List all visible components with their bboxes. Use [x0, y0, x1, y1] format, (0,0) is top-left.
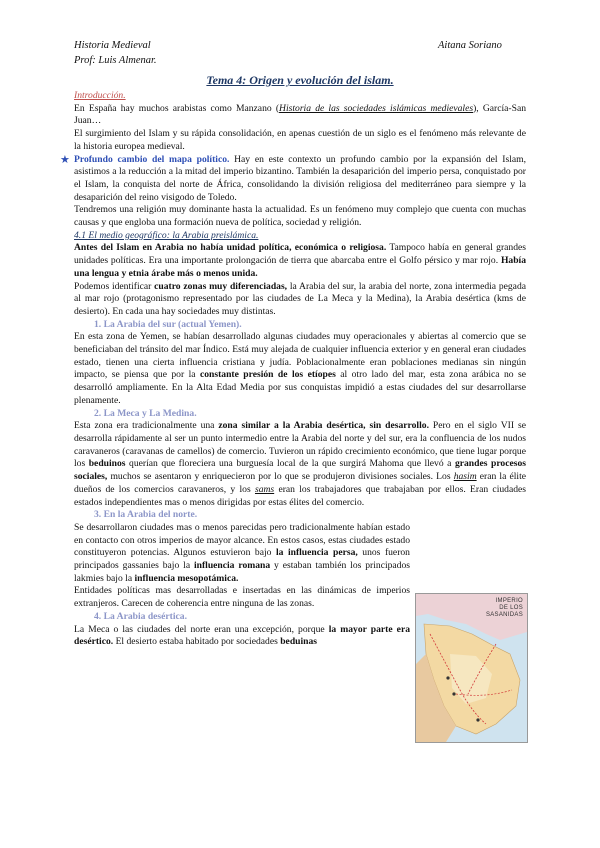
document-title: Tema 4: Origen y evolución del islam. [206, 73, 394, 87]
map-label-sasanid-empire: IMPERIO DE LOS SASANIDAS [485, 598, 523, 618]
section-4-1-paragraph-2: Podemos identificar cuatro zonas muy diferenciadas, la Arabia del sur, la arabia del norte, zona intermedia pegada al mar rojo (protagonismo representado por las ciudades de La Meca y la Medina), la Arabia desértica (kms de desierto). En cada una hay sociedades muy distintas. [74, 280, 526, 317]
term-hasim: hasim [453, 471, 477, 483]
professor-name: Prof: Luis Almenar. [74, 55, 157, 66]
document-body [60, 90, 527, 649]
subsection-desert-paragraph: La Meca o las ciudades del norte eran una excepción, porque la mayor parte era desértico. El desierto estaba habitado por sociedades beduinas [74, 623, 410, 648]
subsection-north-heading: 3. En la Arabia del norte. [94, 509, 198, 521]
subsection-desert-heading: 4. La Arabia desértica. [94, 610, 187, 622]
intro-paragraph-2: El surgimiento del Islam y su rápida consolidación, en apenas cuestión de un siglo es el fenómeno más relevante de la historia europea medieval. [74, 128, 526, 152]
author-name: Aitana Soriano [438, 40, 502, 51]
term-sams: sams [254, 483, 275, 495]
section-4-1-heading: 4.1 El medio geográfico: la Arabia preislámica. [74, 229, 259, 241]
map-city-marker [476, 718, 479, 721]
subsection-meca-heading: 2. La Meca y La Medina. [94, 407, 197, 419]
map-city-marker [452, 692, 455, 695]
course-name: Historia Medieval [74, 40, 151, 51]
star-bullet-icon: ★ [60, 153, 70, 166]
subsection-south-paragraph: En esta zona de Yemen, se habían desarrollado algunas ciudades muy operacionales y abiertas al comercio que se beneficiaban del tránsito del mar Índico. Está muy alejada de cualquier influencia exterior y en general eran ciudades estado, tienen una cierta influencia cristiana y judía. Poblacionalmente eran poblaciones medianas sin ningún impacto, se piensa que por la constante presión de los etíopes al otro lado del mar, esta zona arábica no se desarrolló ampliamente. En la Alta Edad Media por sus conquistas impidió a estas ciudades del sur desarrollarse plenamente. [74, 331, 526, 406]
map-city-marker [446, 676, 449, 679]
book-title: Historia de las sociedades islámicas medievales [279, 102, 474, 114]
subsection-meca-paragraph: Esta zona era tradicionalmente una zona similar a la Arabia desértica, sin desarrollo. Pero en el siglo VII se desarrolla rápidamente al ser un punto intermedio entre la Arabia del norte y del sur, era la confluencia de los nudos caravaneros (caravanas de camellos) de comercio. Tuvieron un rápido crecimiento económico, que tiene lugar porque los beduinos querían que floreciera una burguesía local de la que surgirá Mahoma que llevó a grandes procesos sociales, muchos se asentaron y enriquecieron por lo que se produjeron divisiones sociales. Los hasim eran la élite dueños de los comercios caravaneros, y los sams eran los trabajadores que trabajaban por ellos. Eran ciudades estados independientes mas o menos dirigidas por estas élites del comercio. [74, 420, 526, 508]
subsection-south-heading: 1. La Arabia del sur (actual Yemen). [94, 318, 242, 330]
page-header-left [74, 38, 157, 68]
religion-paragraph: Tendremos una religión muy dominante hasta la actualidad. Es un fenómeno muy complejo que cuenta con muchas causas y que engloba una formación nueva de política, sociedad y religión. [74, 204, 526, 229]
bullet-political-map: ★ Profundo cambio del mapa político. Hay en este contexto un profundo cambio por la expansión del Islam, asistimos a la reducción a la mitad del imperio bizantino. También la desaparición del imperio persa, conquistado por el Islam, la conquista del norte de África, consolidando la división religiosa del mediterráneo para siempre y la desaparición del reino visigodo de Toledo. [60, 153, 526, 203]
intro-heading: Introducción. [74, 90, 126, 101]
section-4-1-paragraph-1: Antes del Islam en Arabia no había unidad política, económica o religiosa. Tampoco había en general grandes unidades políticas. Era una importante prolongación de tierra que abarcaba entre el Golfo pérsico y mar rojo. Había una lengua y etnia árabe más o menos unida. [74, 242, 526, 279]
arabia-map-image [415, 593, 528, 743]
subsection-north-paragraph-1: Se desarrollaron ciudades mas o menos parecidas pero tradicionalmente habían estado en contacto con otros imperios de mayor alcance. En estos casos, estas ciudades estado constituyeron potencias. Algunos estuvieron bajo la influencia persa, unos fueron principados gassanies bajo la influencia romana y estaban también los principados lakmies bajo la influencia mesopotámica. [74, 521, 411, 584]
intro-paragraph-1: En España hay muchos arabistas como Manzano (Historia de las sociedades islámicas medievales), García-San Juan… [74, 102, 527, 127]
subsection-north-paragraph-2: Entidades políticas mas desarrolladas e insertadas en las dinámicas de imperios extranjeros. Carecen de coherencia entre ninguna de las zonas. [74, 585, 410, 610]
